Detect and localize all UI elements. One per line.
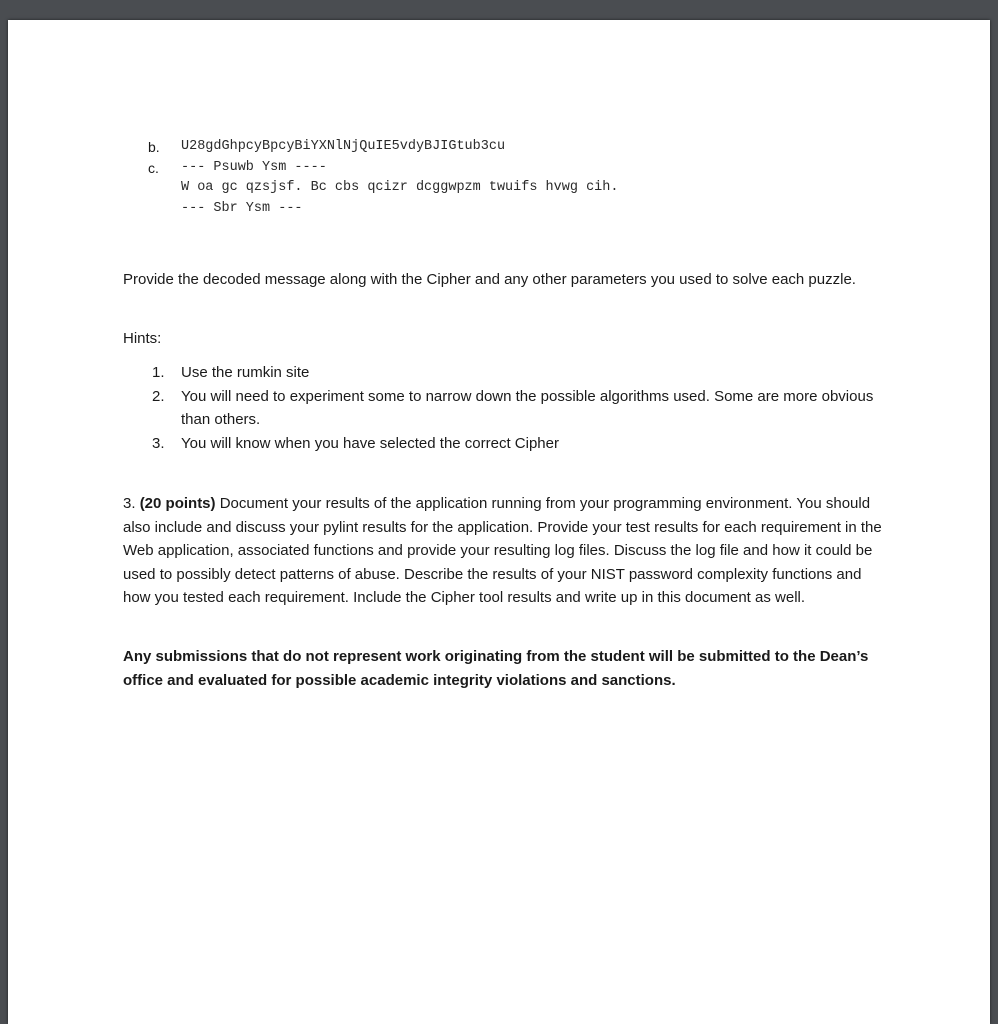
- section-points: (20 points): [139, 495, 216, 512]
- academic-integrity-warning: Any submissions that do not represent work originating from the student will be submitted to the Dean’s office and evaluated for possible academic integrity violations and sanctions.: [123, 648, 869, 689]
- list-number: 3.: [152, 434, 165, 452]
- cipher-text-line: --- Sbr Ysm ---: [181, 200, 303, 216]
- hints-list: [123, 361, 883, 455]
- list-marker: b.: [148, 139, 160, 155]
- section-3-paragraph: [123, 492, 883, 610]
- list-item: [123, 361, 883, 385]
- hint-text: You will know when you have selected the correct Cipher: [181, 434, 559, 452]
- list-item: [123, 385, 883, 432]
- document-page: [8, 20, 990, 1024]
- section-body: Document your results of the application running from your programming environment. You should also include and discuss your pylint results for the application. Provide your test results for each requirement in the Web application, associated functions and provide your resulting log files. Discuss the log file and how it could be used to possibly detect patterns of abuse. Describe the results of your NIST password complexity functions and how you tested each requirement. Include the Cipher tool results and write up in this document as well.: [123, 495, 882, 606]
- hint-text: You will need to experiment some to narrow down the possible algorithms used. Some are more obvious than others.: [181, 387, 874, 428]
- cipher-text-line: U28gdGhpcyBpcyBiYXNlNjQuIE5vdyBJIGtub3cu: [181, 139, 506, 154]
- cipher-text-line: --- Psuwb Ysm ----: [181, 159, 327, 175]
- hint-text: Use the rumkin site: [181, 364, 310, 381]
- list-item: [123, 432, 883, 456]
- list-marker: c.: [148, 159, 159, 176]
- hints-heading: Hints:: [123, 330, 162, 347]
- cipher-text-line: W oa gc qzsjsf. Bc cbs qcizr dcggwpzm twuifs hvwg cih.: [181, 180, 619, 195]
- instructions-paragraph: Provide the decoded message along with the Cipher and any other parameters you used to solve each puzzle.: [123, 271, 856, 288]
- list-number: 1.: [152, 364, 165, 381]
- section-number: 3.: [123, 495, 136, 512]
- list-number: 2.: [152, 387, 165, 405]
